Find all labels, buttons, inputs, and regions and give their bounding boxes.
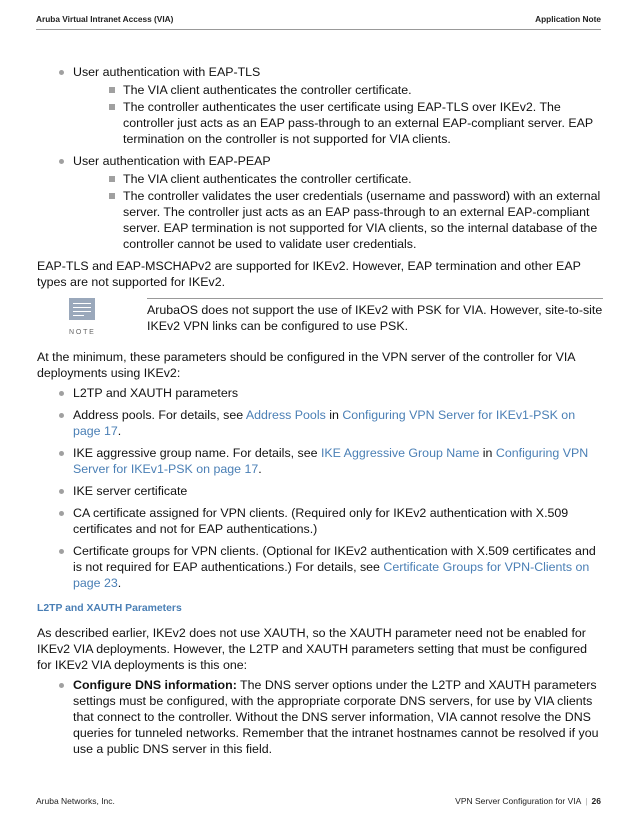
bullet-icon <box>59 489 64 494</box>
bullet-icon <box>59 683 64 688</box>
paragraph-xauth: As described earlier, IKEv2 does not use XAUTH, so the XAUTH parameter need not be enabled for IKEv2 VIA deployments. However, the L2TP and XAUTH parameters setting that must be configured for IKEv2 VIA deployments is this one: <box>37 626 588 672</box>
list-item-text: L2TP and XAUTH parameters <box>73 386 239 400</box>
list-item-text: The VIA client authenticates the controller certificate. <box>123 83 412 97</box>
note-text: ArubaOS does not support the use of IKEv2 with PSK for VIA. However, site-to-site IKEv2 VPN links can be configured to use PSK. <box>147 303 603 333</box>
sub-list <box>73 171 603 252</box>
configuring-vpn-server-link[interactable]: Configuring VPN Server for IKEv1-PSK on page 17 <box>73 408 576 438</box>
list-item-text: Certificate groups for VPN clients. (Optional for IKEv2 authentication with X.509 certificates and is not required for EAP authentications.) For details, see <box>73 544 596 574</box>
footer-separator: | <box>585 796 588 806</box>
list-item-text: IKE aggressive group name. For details, see <box>73 446 321 460</box>
configuring-vpn-server-link[interactable]: Configuring VPN Server for IKEv1-PSK on page 17 <box>73 446 589 476</box>
bullet-icon <box>59 391 64 396</box>
list-item <box>73 99 603 147</box>
square-bullet-icon <box>109 193 115 199</box>
list-item <box>37 543 603 591</box>
list-item-text: CA certificate assigned for VPN clients. (Required only for IKEv2 authentication with X.509 certificates and not for EAP authentications.) <box>73 506 569 536</box>
bullet-icon <box>59 70 64 75</box>
bullet-icon <box>59 511 64 516</box>
header-title: Aruba Virtual Intranet Access (VIA) <box>36 14 174 24</box>
list-item <box>37 677 603 757</box>
list-item-text: . <box>258 462 262 476</box>
list-item-text: in <box>325 408 343 422</box>
footer-right <box>455 796 601 806</box>
square-bullet-icon <box>109 176 115 182</box>
note-label: NOTE <box>69 329 96 336</box>
footer-company: Aruba Networks, Inc. <box>36 796 115 806</box>
list-item <box>37 153 603 252</box>
header-divider <box>36 29 601 30</box>
list-item-text: The VIA client authenticates the controller certificate. <box>123 172 412 186</box>
square-bullet-icon <box>109 87 115 93</box>
bullet-icon <box>59 413 64 418</box>
list-item-text: . <box>117 576 122 590</box>
list-item <box>73 171 603 187</box>
paragraph-eap-support: EAP-TLS and EAP-MSCHAPv2 are supported for IKEv2. However, EAP termination and other EAP types are not supported for IKEv2. <box>37 259 581 289</box>
footer-section-title: VPN Server Configuration for VIA <box>455 796 582 806</box>
list-item-text: User authentication with EAP-PEAP <box>73 154 271 168</box>
sub-list <box>73 82 603 147</box>
certificate-groups-link[interactable]: Certificate Groups for VPN-Clients on page 23 <box>73 560 590 590</box>
list-item-text: in <box>479 446 496 460</box>
note-divider <box>147 298 603 299</box>
list-item <box>37 64 603 147</box>
note-callout <box>37 298 603 338</box>
list-item-text: The DNS server options under the L2TP and XAUTH parameters settings must be configured, with the appropriate corporate DNS servers, for use by VIA clients that connect to the controller. Without the DNS server information, VIA cannot resolve the DNS queries for tunneled networks. Remember that the intranet hostnames cannot be resolved if you use a public DNS server in this field. <box>73 678 599 756</box>
bullet-icon <box>59 549 64 554</box>
list-item <box>73 82 603 98</box>
dns-heading: Configure DNS information: <box>73 678 237 692</box>
section-heading: L2TP and XAUTH Parameters <box>37 603 182 614</box>
list-item <box>37 505 603 537</box>
list-item <box>37 445 603 477</box>
list-item <box>37 483 603 499</box>
list-item-text: IKE server certificate <box>73 484 188 498</box>
page-number: 26 <box>591 796 601 806</box>
square-bullet-icon <box>109 104 115 110</box>
list-item-text: The controller authenticates the user certificate using EAP-TLS over IKEv2. The controller just acts as an EAP pass-through to an external EAP-compliant server. EAP termination on the controller is not supported for VIA clients. <box>123 100 593 146</box>
list-item <box>37 385 603 401</box>
bullet-icon <box>59 451 64 456</box>
bullet-icon <box>59 159 64 164</box>
document-body <box>37 64 603 763</box>
list-item-text: The controller validates the user credentials (username and password) with an external server. The controller just acts as an EAP pass-through to an external EAP-compliant server. EAP termination is not supported for VIA clients, so the internal database of the controller cannot be used to validate user credentials. <box>123 189 601 251</box>
list-item <box>37 407 603 439</box>
list-item-text: User authentication with EAP-TLS <box>73 65 261 79</box>
list-item-text: . <box>117 424 122 438</box>
paragraph-minimum-params: At the minimum, these parameters should be configured in the VPN server of the controller for VIA deployments using IKEv2: <box>37 350 575 380</box>
address-pools-link[interactable]: Address Pools <box>245 408 326 422</box>
header-doc-type: Application Note <box>535 14 601 24</box>
list-item-text: Address pools. For details, see <box>73 408 246 422</box>
list-item <box>73 188 603 252</box>
ike-aggressive-group-link[interactable]: IKE Aggressive Group Name <box>320 446 480 460</box>
note-icon <box>69 298 95 320</box>
